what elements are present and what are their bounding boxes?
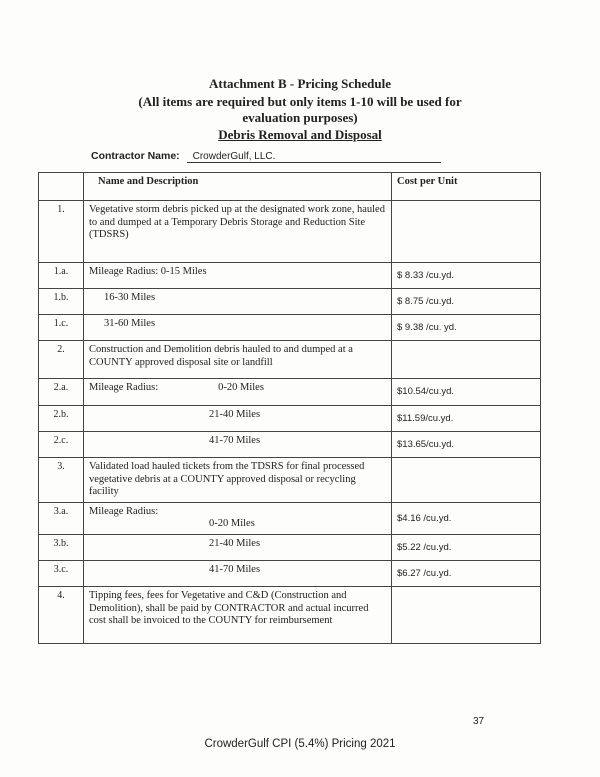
- table-row: [39, 289, 541, 315]
- row-mileage-range: 0-20 Miles: [209, 518, 255, 530]
- row-number: 3.b.: [39, 534, 84, 560]
- row-number: 1.: [39, 201, 84, 263]
- row-description: Mileage Radius:: [89, 505, 159, 517]
- row-description-cell: [84, 379, 392, 406]
- table-row: [39, 379, 541, 406]
- row-number: 2.a.: [39, 379, 84, 406]
- row-cost: $10.54/cu.yd.: [392, 379, 541, 406]
- row-description-cell: [84, 502, 392, 534]
- row-description-cell: [84, 458, 392, 503]
- table-row: [39, 432, 541, 458]
- row-number: 4.: [39, 586, 84, 643]
- section-title: Debris Removal and Disposal: [218, 127, 382, 142]
- table-row: [39, 458, 541, 503]
- row-description-cell: [84, 560, 392, 586]
- table-header: [39, 173, 541, 201]
- doc-title: Attachment B - Pricing Schedule: [209, 76, 391, 91]
- doc-subtitle-1: (All items are required but only items 1-10 will be used for: [138, 94, 462, 109]
- contractor-line: [91, 150, 441, 163]
- row-cost: $4.16 /cu.yd.: [392, 502, 541, 534]
- table-row: [39, 406, 541, 432]
- row-number: 1.c.: [39, 315, 84, 341]
- row-number: 3.c.: [39, 560, 84, 586]
- row-description: 31-60 Miles: [104, 318, 156, 329]
- row-cost: $6.27 /cu.yd.: [392, 560, 541, 586]
- row-description-cell: [84, 263, 392, 289]
- header-name: Name and Description: [84, 173, 392, 201]
- header-cost: Cost per Unit: [392, 173, 541, 201]
- row-description: Vegetative storm debris picked up at the designated work zone, hauled to and dumped at a Temporary Debris Storage and Reduction Site (TDSRS): [89, 204, 385, 241]
- row-cost: $ 9.38 /cu. yd.: [392, 315, 541, 341]
- contractor-label: Contractor Name:: [91, 150, 180, 162]
- table-row: [39, 315, 541, 341]
- table-row: [39, 586, 541, 643]
- row-mileage-range: 41-70 Miles: [209, 435, 261, 446]
- row-description: Mileage Radius:: [89, 382, 159, 393]
- row-number: 1.a.: [39, 263, 84, 289]
- row-mileage-range: 21-40 Miles: [209, 537, 261, 549]
- table-row: [39, 502, 541, 534]
- row-description-cell: [84, 341, 392, 379]
- row-cost: $ 8.75 /cu.yd.: [392, 289, 541, 315]
- table-row: [39, 341, 541, 379]
- row-description-cell: [84, 586, 392, 643]
- table-row: [39, 534, 541, 560]
- row-description: Tipping fees, fees for Vegetative and C&D (Construction and Demolition), shall be paid by CONTRACTOR and actual incurred cost shall be invoiced to the COUNTY for reimbursement: [89, 589, 369, 627]
- row-cost: [392, 458, 541, 503]
- pricing-table: [38, 172, 541, 644]
- row-mileage-range: 41-70 Miles: [209, 563, 261, 575]
- row-cost: $ 8.33 /cu.yd.: [392, 263, 541, 289]
- row-description-cell: [84, 201, 392, 263]
- row-description-cell: [84, 406, 392, 432]
- contractor-name: CrowderGulf, LLC.: [187, 151, 441, 163]
- row-number: 2.c.: [39, 432, 84, 458]
- row-number: 2.: [39, 341, 84, 379]
- page-number: 37: [473, 716, 485, 727]
- table-row: [39, 201, 541, 263]
- row-description: Mileage Radius: 0-15 Miles: [89, 266, 207, 277]
- row-description: 16-30 Miles: [104, 292, 156, 303]
- table-row: [39, 263, 541, 289]
- row-cost: $11.59/cu.yd.: [392, 406, 541, 432]
- row-cost: $13.65/cu.yd.: [392, 432, 541, 458]
- footer: CrowderGulf CPI (5.4%) Pricing 2021: [204, 738, 396, 750]
- row-mileage-range: 21-40 Miles: [209, 409, 261, 420]
- row-cost: [392, 341, 541, 379]
- row-description-cell: [84, 534, 392, 560]
- row-description-cell: [84, 432, 392, 458]
- row-description: Validated load hauled tickets from the TDSRS for final processed vegetative debris at a COUNTY approved disposal or recycling facility: [89, 461, 365, 498]
- row-cost: [392, 586, 541, 643]
- row-cost: [392, 201, 541, 263]
- row-mileage-range: 0-20 Miles: [218, 382, 264, 393]
- table-row: [39, 560, 541, 586]
- doc-subtitle-2: evaluation purposes): [242, 110, 358, 125]
- row-number: 1.b.: [39, 289, 84, 315]
- row-number: 3.: [39, 458, 84, 503]
- row-cost: $5.22 /cu.yd.: [392, 534, 541, 560]
- row-number: 3.a.: [39, 502, 84, 534]
- header-num: [39, 173, 84, 201]
- row-number: 2.b.: [39, 406, 84, 432]
- row-description-cell: [84, 289, 392, 315]
- row-description: Construction and Demolition debris hauled to and dumped at a COUNTY approved disposal site or landfill: [89, 344, 353, 368]
- row-description-cell: [84, 315, 392, 341]
